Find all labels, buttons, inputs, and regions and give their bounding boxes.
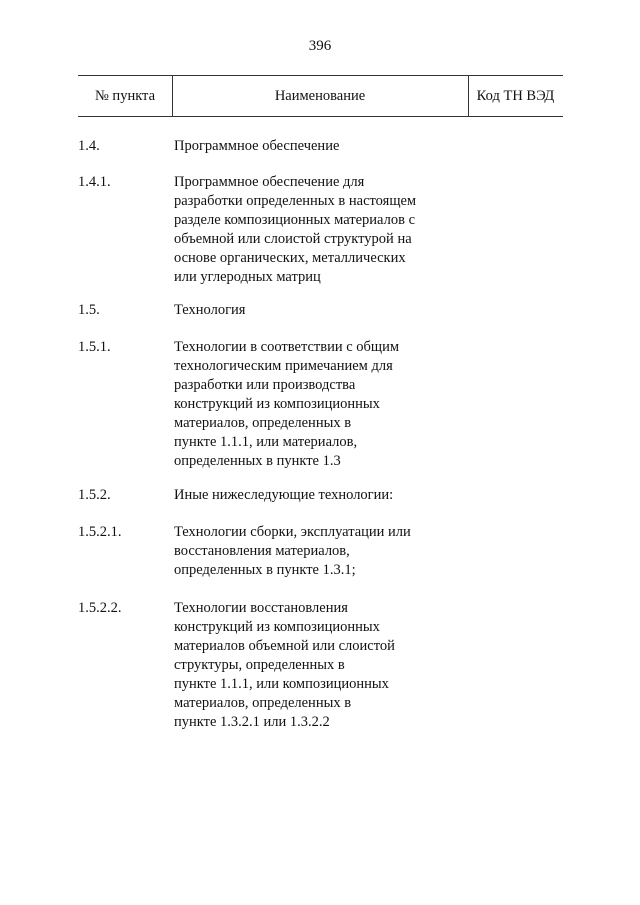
item-number: 1.5.2.1.	[78, 524, 122, 540]
item-text-line: Программное обеспечение	[174, 138, 340, 154]
item-text	[174, 338, 464, 471]
item-number: 1.5.2.	[78, 487, 111, 503]
item-text	[174, 599, 464, 732]
item-text-line: пункте 1.1.1, или материалов,	[174, 434, 358, 450]
item-text-line: конструкций из композиционных	[174, 396, 380, 412]
item-text	[174, 486, 464, 505]
item-text-line: Технологии сборки, эксплуатации или	[174, 524, 411, 540]
item-text-line: пункте 1.3.2.1 или 1.3.2.2	[174, 714, 330, 730]
item-text	[174, 173, 464, 287]
item-text-line: материалов объемной или слоистой	[174, 638, 395, 654]
item-text-line: Технологии в соответствии с общим	[174, 339, 400, 355]
item-text-line: структуры, определенных в	[174, 657, 345, 673]
header-item-number: № пункта	[78, 76, 173, 116]
item-text-line: материалов, определенных в	[174, 415, 352, 431]
item-text-line: определенных в пункте 1.3.1;	[174, 562, 356, 578]
item-text-line: основе органических, металлических	[174, 250, 406, 266]
item-text-line: объемной или слоистой структурой на	[174, 231, 412, 247]
header-item-name: Наименование	[172, 76, 469, 116]
item-text-line: разработки или производства	[174, 377, 356, 393]
item-text	[174, 301, 464, 320]
item-text-line: восстановления материалов,	[174, 543, 350, 559]
item-text-line: материалов, определенных в	[174, 695, 352, 711]
item-number: 1.5.2.2.	[78, 600, 122, 616]
item-text	[174, 137, 464, 156]
page-number: 396	[308, 38, 332, 54]
item-text-line: Иные нижеследующие технологии:	[174, 487, 394, 503]
item-text-line: Технология	[174, 302, 246, 318]
item-number: 1.4.	[78, 138, 100, 154]
item-text-line: Программное обеспечение для	[174, 174, 365, 190]
item-number: 1.4.1.	[78, 174, 111, 190]
item-number: 1.5.1.	[78, 339, 111, 355]
table-header	[78, 75, 563, 117]
item-text-line: разработки определенных в настоящем	[174, 193, 417, 209]
item-text	[174, 523, 464, 580]
item-text-line: определенных в пункте 1.3	[174, 453, 341, 469]
item-number: 1.5.	[78, 302, 100, 318]
item-text-line: Технологии восстановления	[174, 600, 348, 616]
header-item-code: Код ТН ВЭД	[476, 88, 555, 104]
item-text-line: технологическим примечанием для	[174, 358, 393, 374]
item-text-line: конструкций из композиционных	[174, 619, 380, 635]
item-text-line: разделе композиционных материалов с	[174, 212, 415, 228]
item-text-line: пункте 1.1.1, или композиционных	[174, 676, 389, 692]
item-text-line: или углеродных матриц	[174, 269, 321, 285]
